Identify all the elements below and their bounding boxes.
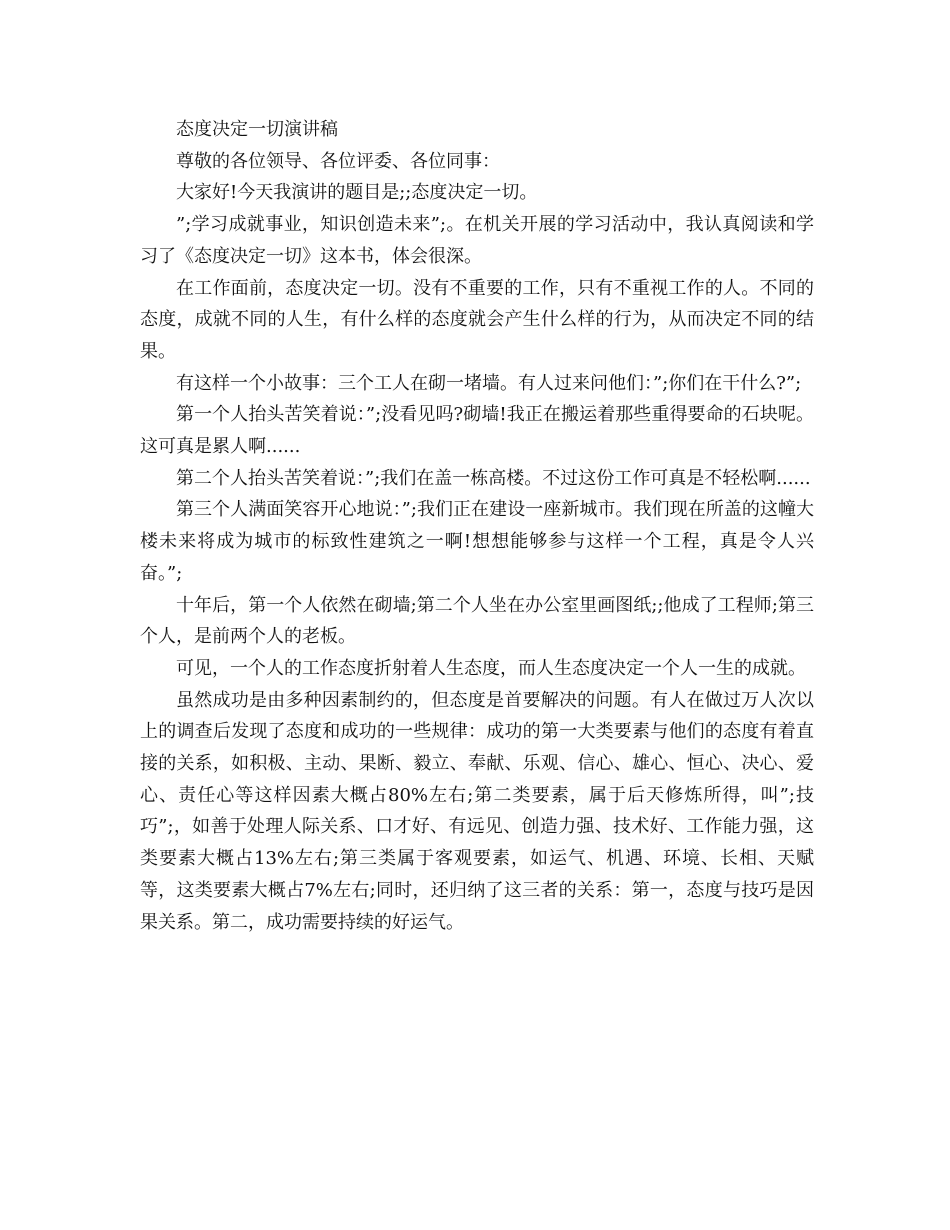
second-worker-paragraph: 第二个人抬头苦笑着说：”;我们在盖一栋高楼。不过这份工作可真是不轻松啊...... — [176, 467, 811, 489]
success-factors-paragraph: 虽然成功是由多种因素制约的，但态度是首要解决的问题。有人在做过万人次以上的调查后发现了态度和成功的一些规律：成功的第一大类要素与他们的态度有着直接的关系，如积极、主动、果断、毅立、奉献、乐观、信心、雄心、恒心、决心、爱心、责任心等这样因素大概占80%左右;第二类要素，属于后天修炼所得，叫”;技巧”;，如善于处理人际关系、口才好、有远见、创造力强、技术好、工作能力强，这类要素大概占13%左右;第三类属于客观要素，如运气、机遇、环境、长相、天赋等，这类要素大概占7%左右;同时，还归纳了这三者的关系：第一，态度与技巧是因果关系。第二，成功需要持续的好运气。 — [140, 689, 814, 933]
greeting-paragraph: 大家好!今天我演讲的题目是;;态度决定一切。 — [176, 182, 538, 204]
ten-years-later-paragraph: 十年后，第一个人依然在砌墙;第二个人坐在办公室里画图纸;;他成了工程师;第三个人，是前两个人的老板。 — [140, 594, 814, 648]
conclusion-paragraph: 可见，一个人的工作态度折射着人生态度，而人生态度决定一个人一生的成就。 — [176, 657, 806, 679]
document-title: 态度决定一切演讲稿 — [176, 119, 338, 140]
attitude-paragraph: 在工作面前，态度决定一切。没有不重要的工作，只有不重视工作的人。不同的态度，成就不同的人生，有什么样的态度就会产生什么样的行为，从而决定不同的结果。 — [140, 277, 814, 362]
story-intro-paragraph: 有这样一个小故事：三个工人在砌一堵墙。有人过来问他们：”;你们在干什么?”; — [176, 372, 802, 394]
first-worker-paragraph: 第一个人抬头苦笑着说：”;没看见吗?砌墙!我正在搬运着那些重得要命的石块呢。这可真是累人啊...... — [140, 404, 814, 458]
motto-paragraph: ”;学习成就事业，知识创造未来”;。在机关开展的学习活动中，我认真阅读和学习了《态度决定一切》这本书，体会很深。 — [140, 214, 814, 267]
third-worker-paragraph: 第三个人满面笑容开心地说：”;我们正在建设一座新城市。我们现在所盖的这幢大楼未来将成为城市的标致性建筑之一啊!想想能够参与这样一个工程，真是令人兴奋。”; — [140, 499, 814, 584]
document-body — [140, 114, 814, 938]
salutation-paragraph: 尊敬的各位领导、各位评委、各位同事： — [176, 150, 500, 172]
